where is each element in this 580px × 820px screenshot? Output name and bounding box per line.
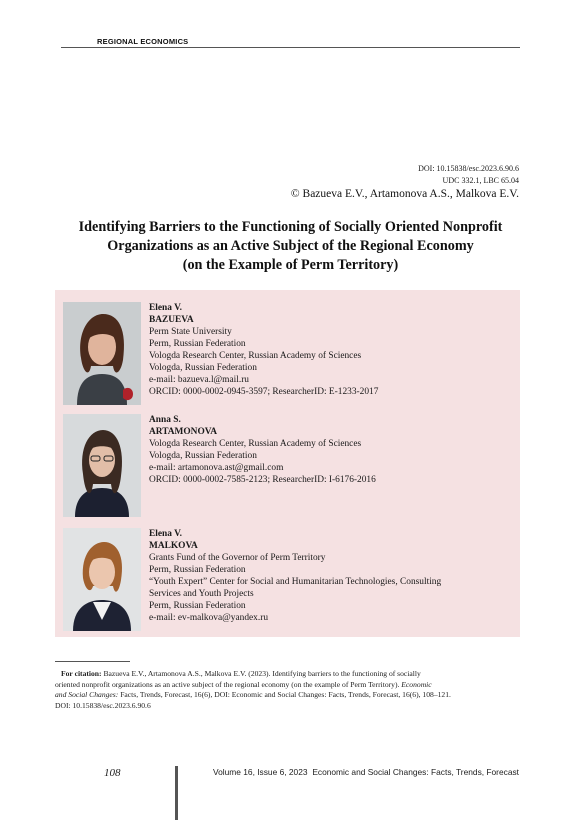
citation-italic: and Social Changes:	[55, 690, 121, 700]
citation-text: Bazueva E.V., Artamonova A.S., Malkova E.V. (2023). Identifying barriers to the functioning of socially	[103, 669, 421, 678]
section-label: REGIONAL ECONOMICS	[97, 37, 189, 46]
title-line-1: Identifying Barriers to the Functioning of Socially Oriented Nonprofit	[78, 219, 503, 235]
author-surname: BAZUEVA	[149, 315, 194, 325]
authors-box	[55, 290, 520, 637]
affiliation-line: Grants Fund of the Governor of Perm Territory	[149, 553, 326, 563]
email-line: e-mail: bazueva.l@mail.ru	[149, 375, 249, 385]
author-info	[149, 414, 376, 486]
email-line: e-mail: artamonova.ast@gmail.com	[149, 463, 284, 473]
title-line-2: Organizations as an Active Subject of the Regional Economy	[107, 238, 474, 254]
footer-divider	[175, 766, 178, 820]
affiliation-line: Perm, Russian Federation	[149, 601, 246, 611]
author-surname: ARTAMONOVA	[149, 427, 218, 437]
affiliation-line: Perm State University	[149, 327, 232, 337]
copyright: © Bazueva E.V., Artamonova A.S., Malkova E.V.	[290, 188, 519, 200]
author-photo	[63, 414, 141, 517]
author-photo	[63, 528, 141, 631]
title-line-3: (on the Example of Perm Territory)	[182, 257, 399, 273]
orcid-line: ORCID: 0000-0002-0945-3597; ResearcherID: E-1233-2017	[149, 387, 379, 397]
udc: UDC 332.1, LBC 65.04	[442, 176, 519, 185]
author-photo	[63, 302, 141, 405]
citation-line	[55, 680, 520, 691]
journal-name: Economic and Social Changes: Facts, Trends, Forecast	[312, 767, 519, 777]
affiliation-line: Perm, Russian Federation	[149, 565, 246, 575]
affiliation-line: Vologda Research Center, Russian Academy of Sciences	[149, 439, 362, 449]
citation-line	[55, 669, 520, 680]
affiliation-line: Perm, Russian Federation	[149, 339, 246, 349]
author-given-name: Anna S.	[149, 415, 181, 425]
article-title	[61, 218, 520, 275]
citation-text: Facts, Trends, Forecast, 16(6), DOI: Economic and Social Changes: Facts, Trends, Forecast, 16(6), 108–121.	[120, 690, 451, 700]
footnote-rule	[55, 661, 130, 662]
doi: DOI: 10.15838/esc.2023.6.90.6	[418, 164, 519, 173]
page-number: 108	[104, 767, 121, 779]
volume-info: Volume 16, Issue 6, 2023	[213, 767, 308, 777]
author-info	[149, 528, 441, 624]
email-line: e-mail: ev-malkova@yandex.ru	[149, 613, 269, 623]
citation-label: For citation:	[61, 669, 102, 678]
author-given-name: Elena V.	[149, 529, 182, 539]
affiliation-line: Vologda Research Center, Russian Academy of Sciences	[149, 351, 362, 361]
citation-text: oriented nonprofit organizations as an active subject of the regional economy (on the example of Perm Territory).	[55, 679, 400, 689]
citation-italic: Economic	[401, 679, 432, 689]
citation-block	[55, 669, 520, 711]
author-info	[149, 302, 378, 398]
citation-line: DOI: 10.15838/esc.2023.6.90.6	[55, 700, 151, 710]
affiliation-line: Services and Youth Projects	[149, 589, 254, 599]
citation-line	[55, 690, 520, 701]
author-given-name: Elena V.	[149, 303, 182, 313]
header-rule	[61, 47, 520, 48]
affiliation-line: “Youth Expert” Center for Social and Humanitarian Technologies, Consulting	[149, 577, 442, 587]
affiliation-line: Vologda, Russian Federation	[149, 451, 257, 461]
affiliation-line: Vologda, Russian Federation	[149, 363, 257, 373]
author-surname: MALKOVA	[149, 541, 198, 551]
orcid-line: ORCID: 0000-0002-7585-2123; ResearcherID: I-6176-2016	[149, 475, 376, 485]
